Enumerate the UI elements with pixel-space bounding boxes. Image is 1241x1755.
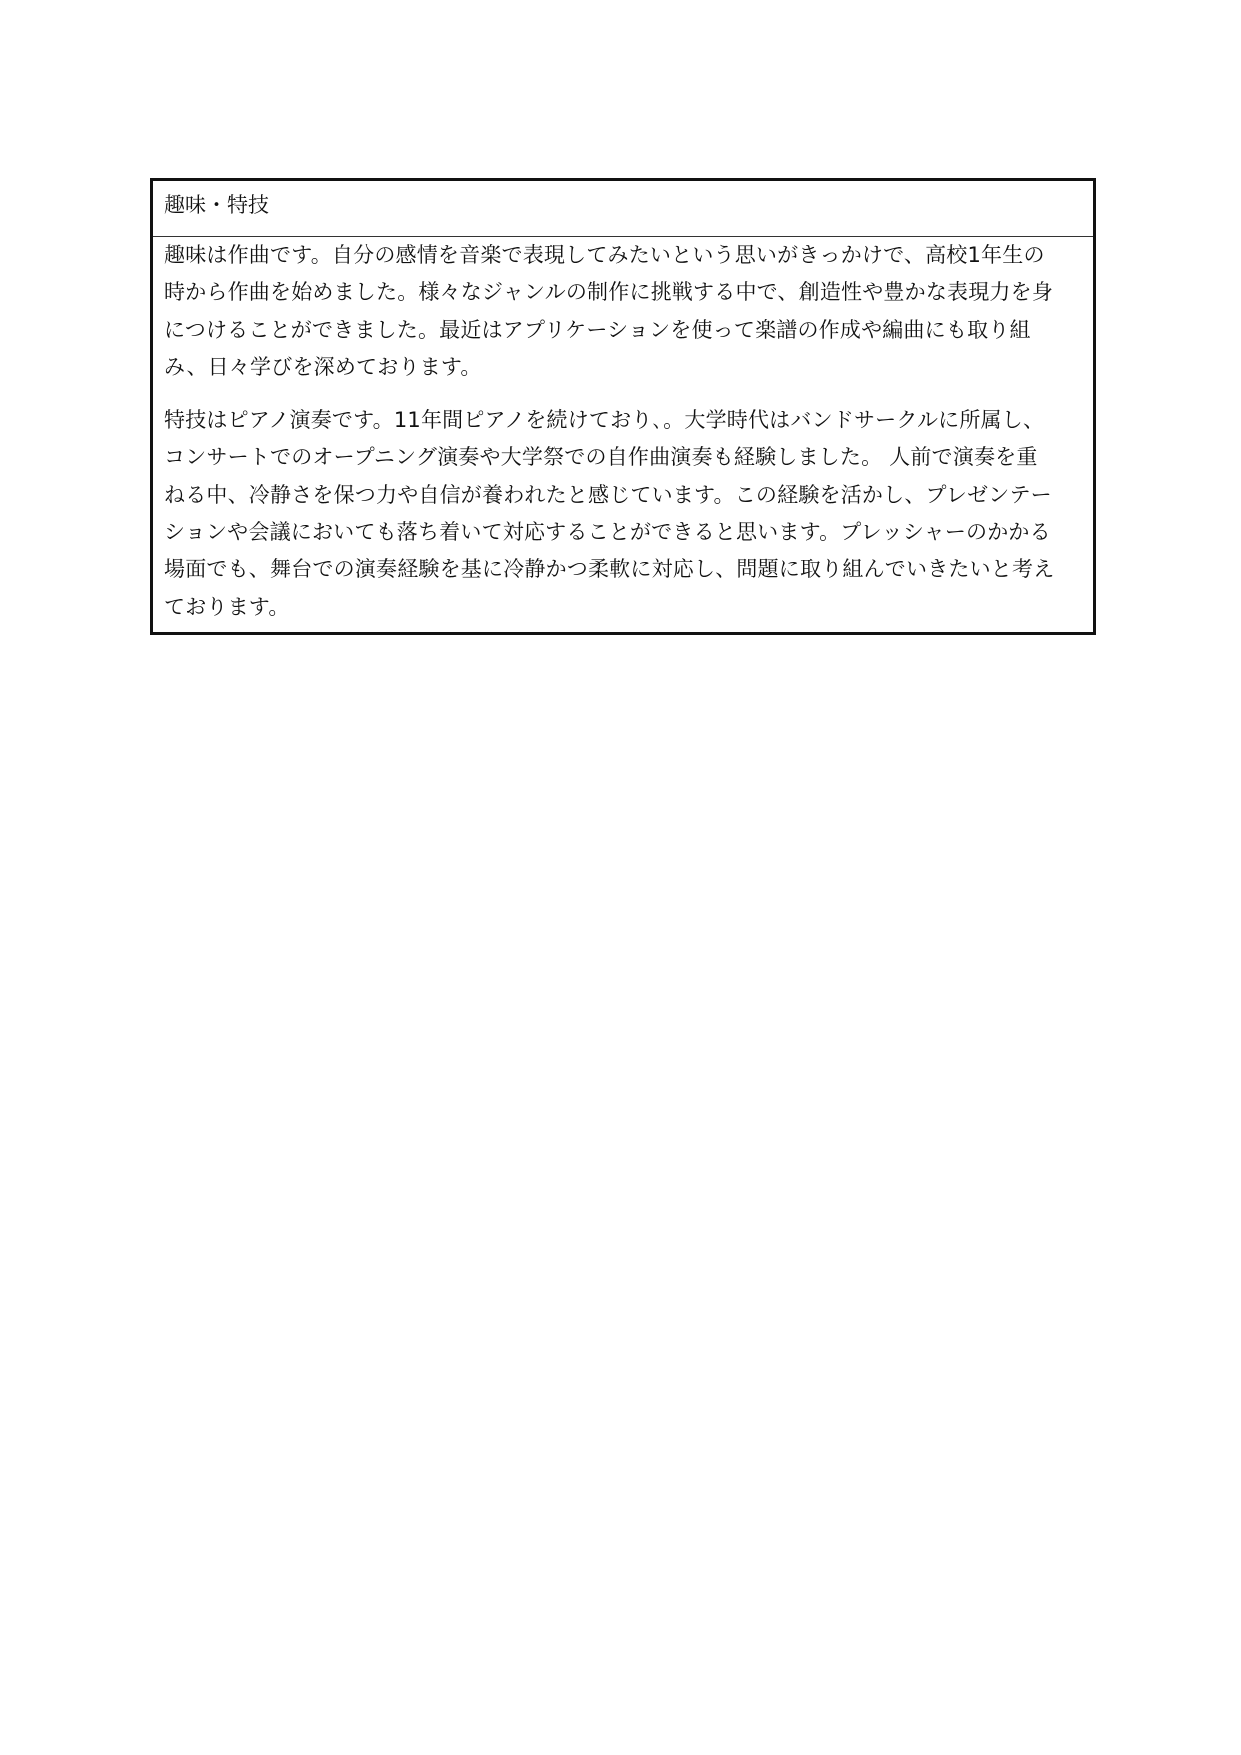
hobbies-skills-table — [150, 178, 1096, 635]
section-body — [153, 237, 1093, 626]
section-header — [153, 181, 1093, 237]
text-line: 特技はピアノ演奏です。11年間ピアノを続けており､。大学時代はバンドサークルに所属し、 — [164, 408, 1045, 433]
text-line: ております。 — [164, 594, 290, 619]
skill-paragraph — [164, 402, 1082, 626]
text-line: ねる中、冷静さを保つ力や自信が養われたと感じています。この経験を活かし、プレゼンテー — [164, 482, 1052, 507]
hobby-paragraph — [164, 237, 1082, 386]
text-line: 時から作曲を始めました。様々なジャンルの制作に挑戦する中で、創造性や豊かな表現力を身 — [164, 280, 1054, 305]
text-line: 場面でも、舞台での演奏経験を基に冷静かつ柔軟に対応し、問題に取り組んでいきたいと考え — [164, 557, 1055, 582]
text-line: み、日々学びを深めております。 — [164, 354, 482, 379]
text-line: ションや会議においても落ち着いて対応することができると思います。プレッシャーのかかる — [164, 520, 1051, 545]
text-line: につけることができました。最近はアプリケーションを使って楽譜の作成や編曲にも取り組 — [164, 317, 1031, 342]
text-line: コンサートでのオープニング演奏や大学祭での自作曲演奏も経験しました。 人前で演奏を重 — [164, 445, 1038, 470]
section-title: 趣味・特技 — [164, 193, 269, 217]
text-line: 趣味は作曲です。自分の感情を音楽で表現してみたいという思いがきっかけで、高校1年生の — [164, 243, 1045, 267]
